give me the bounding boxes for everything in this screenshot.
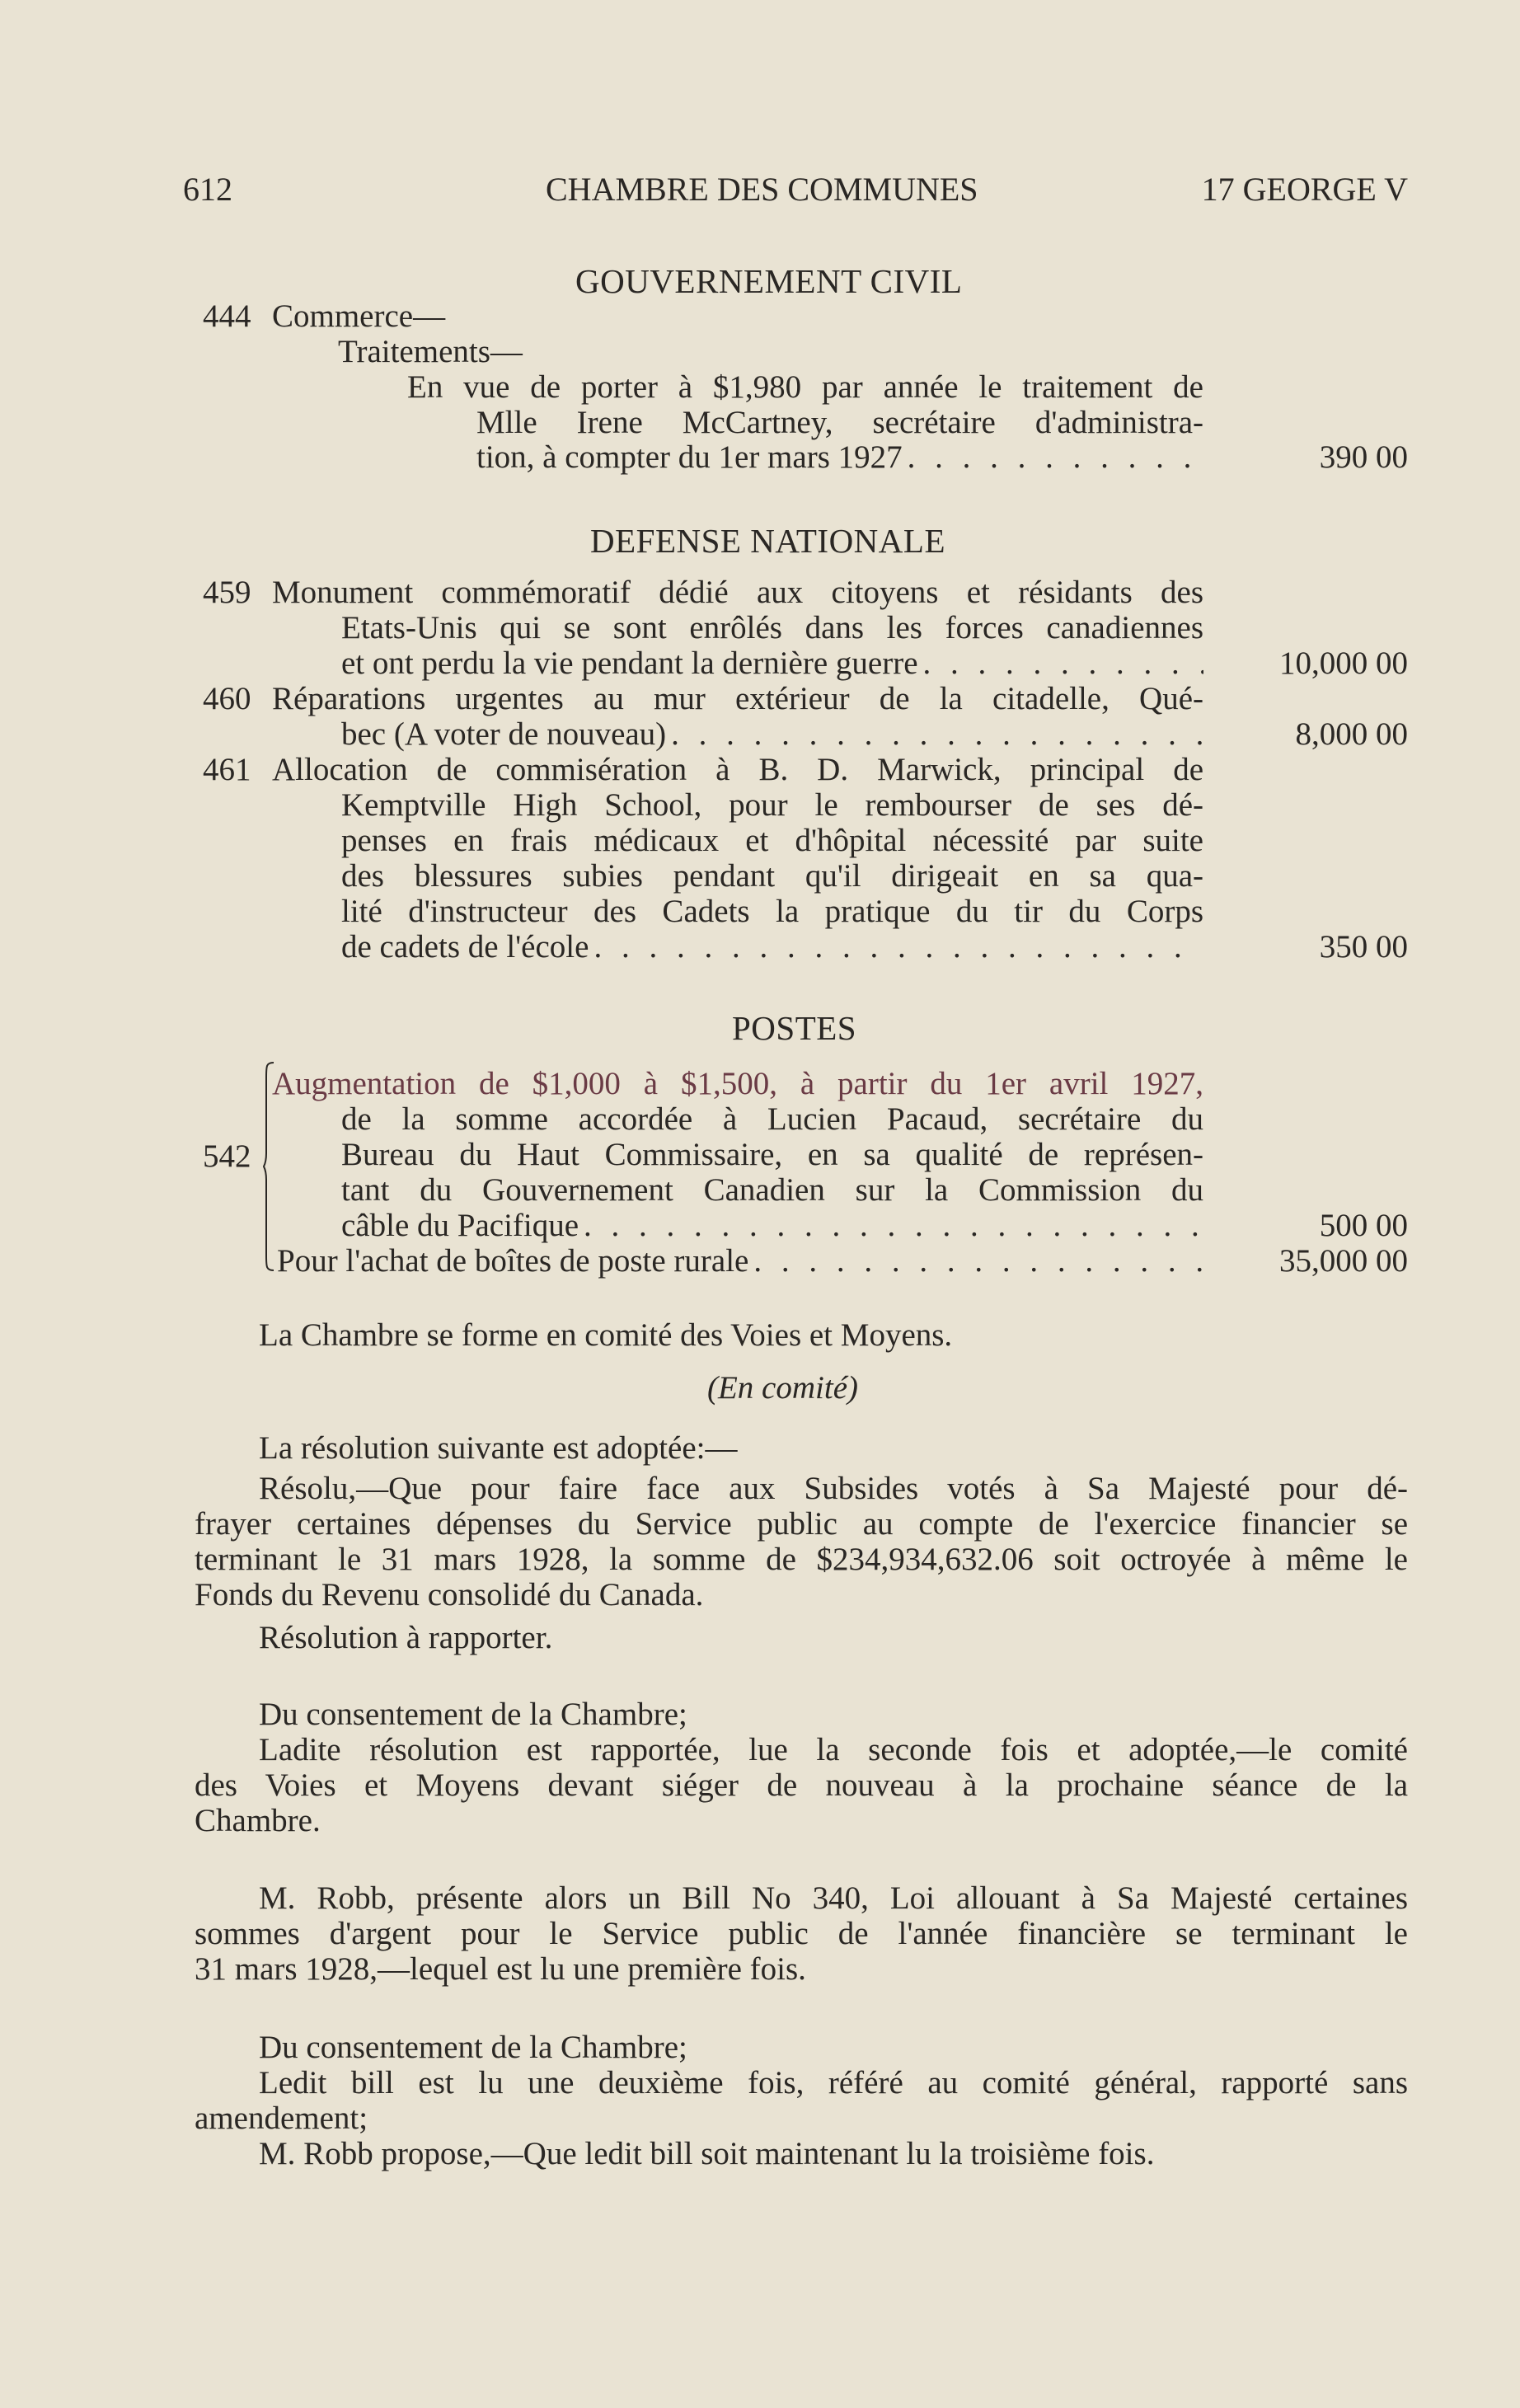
- postes-line: tant du Gouvernement Canadien sur la Commission du: [341, 1172, 1203, 1208]
- item-number-460: 460: [203, 681, 251, 716]
- item-number-542: 542: [203, 1138, 251, 1174]
- defense-line: Etats-Unis qui se sont enrôlés dans les forces canadiennes: [341, 610, 1203, 645]
- sub-label: Traitements—: [338, 334, 523, 369]
- amount-459: 10,000 00: [1279, 645, 1408, 681]
- defense-line: [341, 718, 1203, 750]
- defense-line: lité d'instructeur des Cadets la pratique du tir du Corps: [341, 894, 1203, 929]
- postes-line: [341, 1209, 1203, 1242]
- leader-dots: [918, 647, 1203, 679]
- civil-line-text: tion, à compter du 1er mars 1927: [476, 439, 903, 475]
- item-number-444: 444: [203, 298, 251, 334]
- proceeding-paragraph: sommes d'argent pour le Service public de l'année financière se terminant le: [195, 1916, 1408, 1951]
- defense-line: Monument commémoratif dédié aux citoyens et résidants des: [272, 575, 1203, 610]
- proceeding-paragraph: Résolu,—Que pour faire face aux Subsides votés à Sa Majesté pour dé-: [259, 1471, 1408, 1506]
- amount-542-a: 500 00: [1319, 1208, 1408, 1243]
- defense-line: Réparations urgentes au mur extérieur de la citadelle, Qué-: [272, 681, 1203, 716]
- proceeding-paragraph: Ladite résolution est rapportée, lue la seconde fois et adoptée,—le comité: [259, 1732, 1408, 1767]
- defense-line-text: bec (A voter de nouveau): [341, 716, 667, 752]
- proceeding-paragraph: amendement;: [195, 2101, 368, 2136]
- postes-line-text: Augmentation de $1,000 à $1,500, à partir du 1er avril 1927,: [272, 1066, 1203, 1101]
- dept-label: Commerce—: [272, 298, 446, 334]
- defense-line: Allocation de commisération à B. D. Marwick, principal de: [272, 752, 1203, 787]
- postes-line: [272, 1068, 1203, 1100]
- civil-line: Mlle Irene McCartney, secrétaire d'administra-: [476, 405, 1203, 440]
- running-title: CHAMBRE DES COMMUNES: [546, 171, 978, 208]
- proceeding-paragraph: La Chambre se forme en comité des Voies et Moyens.: [259, 1317, 953, 1353]
- proceeding-paragraph: (En comité): [707, 1370, 859, 1406]
- amount-460: 8,000 00: [1295, 716, 1408, 752]
- postes-line: Bureau du Haut Commissaire, en sa qualité de représen-: [341, 1137, 1203, 1172]
- civil-line: En vue de porter à $1,980 par année le traitement de: [407, 369, 1203, 405]
- defense-line: Kemptville High School, pour le rembourser de ses dé-: [341, 787, 1203, 823]
- defense-line: penses en frais médicaux et d'hôpital nécessité par suite: [341, 823, 1203, 858]
- defense-line-text: de cadets de l'école: [341, 929, 589, 965]
- proceeding-paragraph: Résolution à rapporter.: [259, 1620, 553, 1655]
- proceeding-paragraph: Chambre.: [195, 1803, 321, 1838]
- postes-line-text: câble du Pacifique: [341, 1208, 579, 1243]
- amount-542-b: 35,000 00: [1279, 1243, 1408, 1279]
- proceeding-paragraph: des Voies et Moyens devant siéger de nouveau à la prochaine séance de la: [195, 1767, 1408, 1803]
- running-reign: 17 GEORGE V: [1201, 171, 1408, 208]
- civil-line: [476, 441, 1203, 473]
- defense-line: des blessures subies pendant qu'il dirigeait en sa qua-: [341, 858, 1203, 894]
- page-number: 612: [183, 171, 232, 208]
- leader-dots: [903, 441, 1203, 473]
- proceeding-paragraph: Du consentement de la Chambre;: [259, 1697, 687, 1732]
- leader-dots: [589, 931, 1203, 963]
- heading-gouvernement-civil: GOUVERNEMENT CIVIL: [575, 262, 963, 300]
- item-number-459: 459: [203, 575, 251, 610]
- item-number-461: 461: [203, 752, 251, 787]
- heading-postes: POSTES: [732, 1009, 857, 1047]
- postes-line: [277, 1245, 1203, 1277]
- amount-461: 350 00: [1319, 929, 1408, 965]
- leader-dots: [748, 1245, 1203, 1277]
- postes-line: de la somme accordée à Lucien Pacaud, secrétaire du: [341, 1101, 1203, 1137]
- leader-dots: [579, 1209, 1203, 1242]
- proceeding-paragraph: Fonds du Revenu consolidé du Canada.: [195, 1577, 704, 1612]
- proceeding-paragraph: M. Robb, présente alors un Bill No 340, Loi allouant à Sa Majesté certaines: [259, 1880, 1408, 1916]
- proceeding-paragraph: La résolution suivante est adoptée:—: [259, 1430, 738, 1466]
- defense-line: [341, 931, 1203, 963]
- heading-defense-nationale: DEFENSE NATIONALE: [590, 522, 945, 560]
- amount-444: 390 00: [1319, 439, 1408, 475]
- proceeding-paragraph: Ledit bill est lu une deuxième fois, référé au comité général, rapporté sans: [259, 2065, 1408, 2101]
- proceeding-paragraph: M. Robb propose,—Que ledit bill soit maintenant lu la troisième fois.: [259, 2136, 1155, 2171]
- leader-dots: [666, 718, 1203, 750]
- postes-line-text: Pour l'achat de boîtes de poste rurale: [277, 1243, 749, 1279]
- proceeding-paragraph: frayer certaines dépenses du Service public au compte de l'exercice financier se: [195, 1506, 1408, 1542]
- proceeding-paragraph: Du consentement de la Chambre;: [259, 2030, 687, 2065]
- proceeding-paragraph: terminant le 31 mars 1928, la somme de $234,934,632.06 soit octroyée à même le: [195, 1542, 1408, 1577]
- defense-line-text: et ont perdu la vie pendant la dernière guerre: [341, 645, 918, 681]
- defense-line: [341, 647, 1203, 679]
- proceeding-paragraph: 31 mars 1928,—lequel est lu une première fois.: [195, 1951, 806, 1987]
